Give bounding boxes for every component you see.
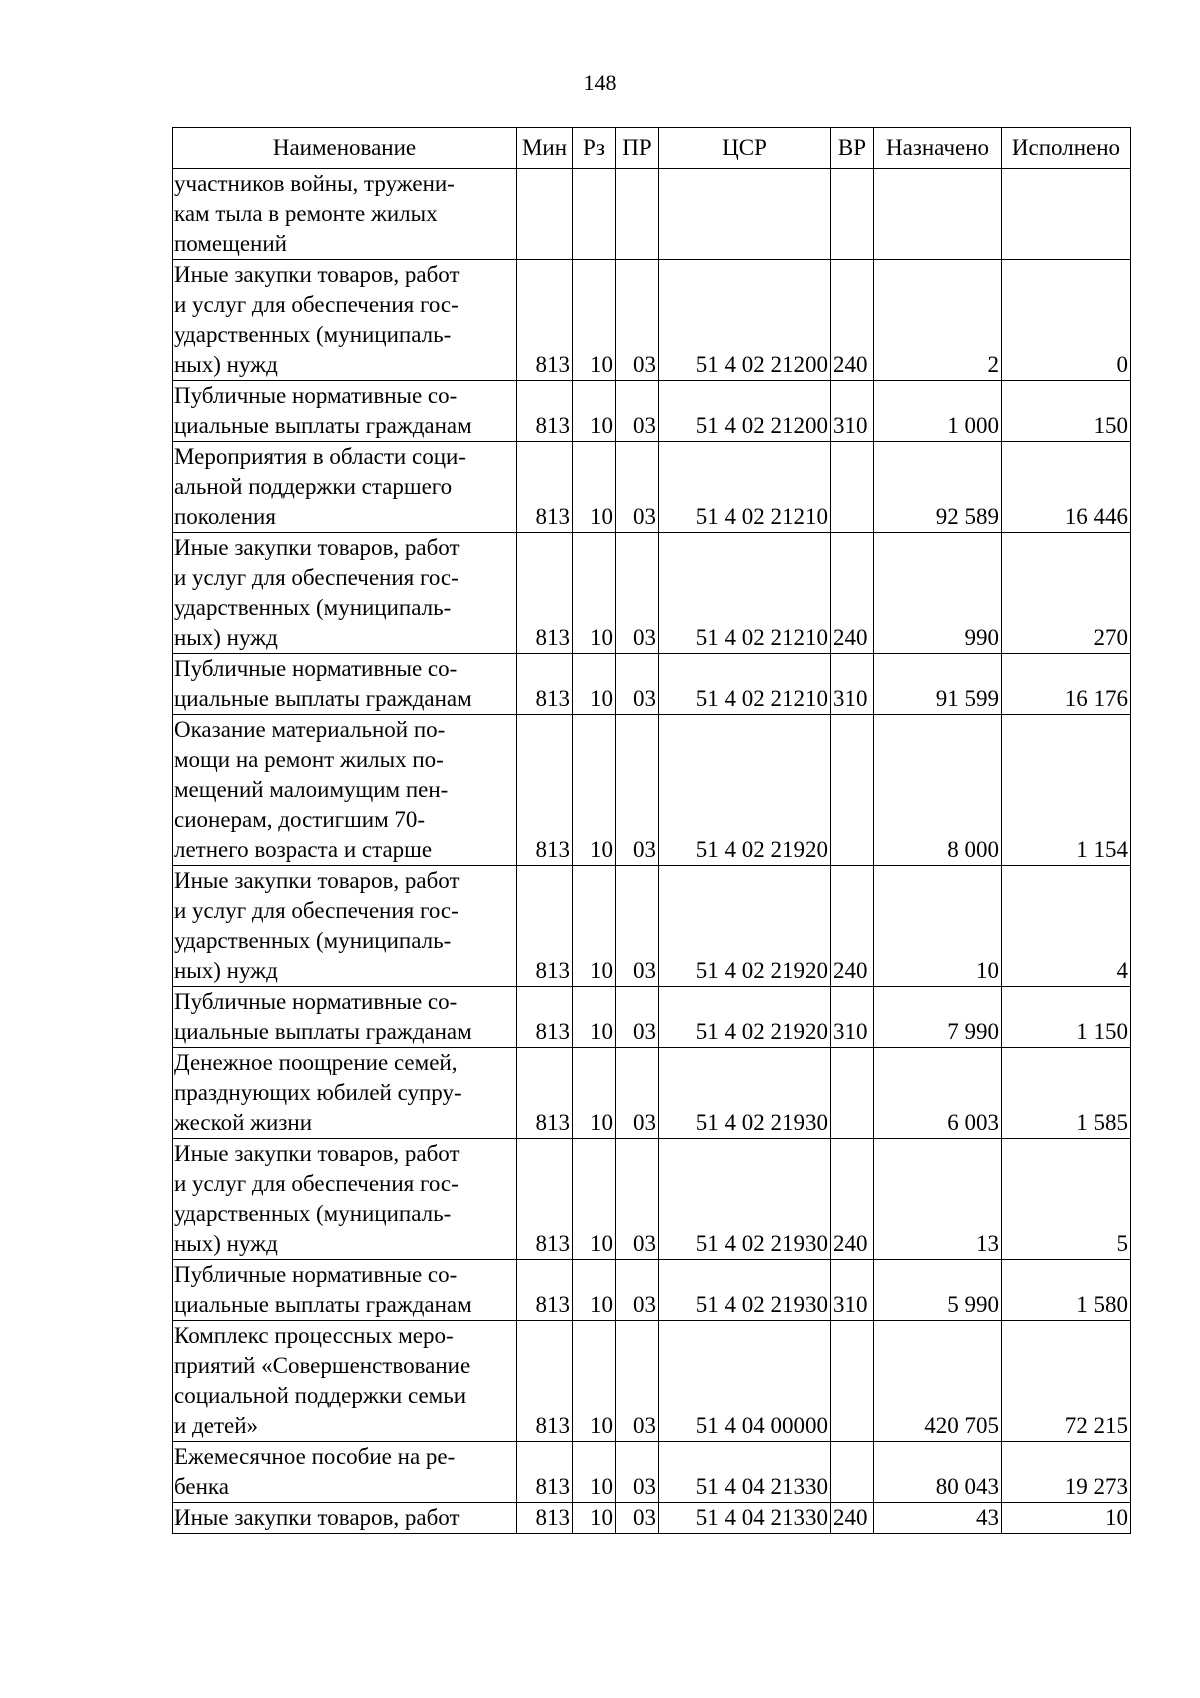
row-name-cell: Иные закупки товаров, работ и услуг для обеспечения гос- ударственных (муниципаль- ных) нужд [173, 866, 517, 987]
row-pr-cell: 03 [616, 260, 659, 381]
row-name-cell: Иные закупки товаров, работ и услуг для обеспечения гос- ударственных (муниципаль- ных) нужд [173, 1139, 517, 1260]
row-vr-cell: 310 [831, 654, 874, 715]
row-assigned-cell: 7 990 [874, 987, 1002, 1048]
row-rz-cell: 10 [573, 987, 616, 1048]
row-rz-cell: 10 [573, 1139, 616, 1260]
row-pr-cell: 03 [616, 1139, 659, 1260]
row-vr-cell: 310 [831, 987, 874, 1048]
row-executed-cell: 1 580 [1002, 1260, 1131, 1321]
row-min-cell: 813 [517, 1260, 573, 1321]
row-assigned-cell: 80 043 [874, 1442, 1002, 1503]
row-csr-cell: 51 4 02 21930 [659, 1139, 831, 1260]
row-csr-cell: 51 4 02 21920 [659, 866, 831, 987]
row-rz-cell: 10 [573, 442, 616, 533]
header-vr: ВР [831, 128, 874, 169]
row-name-cell: Оказание материальной по- мощи на ремонт жилых по- мещений малоимущим пен- сионерам, достигшим 70- летнего возраста и старше [173, 715, 517, 866]
table-row [173, 533, 1131, 654]
row-rz-cell: 10 [573, 654, 616, 715]
row-csr-cell: 51 4 04 00000 [659, 1321, 831, 1442]
row-rz-cell: 10 [573, 381, 616, 442]
row-assigned-cell: 43 [874, 1503, 1002, 1534]
row-pr-cell: 03 [616, 866, 659, 987]
row-rz-cell [573, 169, 616, 260]
row-csr-cell: 51 4 02 21920 [659, 715, 831, 866]
page-number: 148 [583, 70, 617, 95]
row-assigned-cell: 8 000 [874, 715, 1002, 866]
row-pr-cell: 03 [616, 654, 659, 715]
row-executed-cell [1002, 169, 1131, 260]
row-min-cell: 813 [517, 381, 573, 442]
row-rz-cell: 10 [573, 1321, 616, 1442]
row-name-cell: Публичные нормативные со- циальные выплаты гражданам [173, 987, 517, 1048]
row-assigned-cell: 91 599 [874, 654, 1002, 715]
row-min-cell: 813 [517, 1503, 573, 1534]
row-assigned-cell: 10 [874, 866, 1002, 987]
row-vr-cell: 240 [831, 866, 874, 987]
row-name-cell: Публичные нормативные со- циальные выплаты гражданам [173, 381, 517, 442]
row-assigned-cell: 420 705 [874, 1321, 1002, 1442]
row-vr-cell [831, 1321, 874, 1442]
row-executed-cell: 19 273 [1002, 1442, 1131, 1503]
row-csr-cell: 51 4 02 21200 [659, 381, 831, 442]
row-vr-cell: 310 [831, 381, 874, 442]
row-executed-cell: 1 154 [1002, 715, 1131, 866]
row-name-cell: Комплекс процессных меро- приятий «Совершенствование социальной поддержки семьи и детей» [173, 1321, 517, 1442]
row-executed-cell: 270 [1002, 533, 1131, 654]
row-pr-cell: 03 [616, 987, 659, 1048]
row-rz-cell: 10 [573, 533, 616, 654]
row-min-cell: 813 [517, 715, 573, 866]
row-name-cell: Публичные нормативные со- циальные выплаты гражданам [173, 1260, 517, 1321]
table-row [173, 442, 1131, 533]
row-vr-cell [831, 1442, 874, 1503]
table-row [173, 866, 1131, 987]
row-min-cell: 813 [517, 442, 573, 533]
row-rz-cell: 10 [573, 1260, 616, 1321]
row-name-cell: Иные закупки товаров, работ и услуг для обеспечения гос- ударственных (муниципаль- ных) нужд [173, 533, 517, 654]
row-assigned-cell: 92 589 [874, 442, 1002, 533]
row-name-cell: Иные закупки товаров, работ и услуг для обеспечения гос- ударственных (муниципаль- ных) нужд [173, 260, 517, 381]
row-executed-cell: 150 [1002, 381, 1131, 442]
table-body [173, 169, 1131, 1534]
row-rz-cell: 10 [573, 866, 616, 987]
row-executed-cell: 10 [1002, 1503, 1131, 1534]
row-name-cell: Ежемесячное пособие на ре- бенка [173, 1442, 517, 1503]
row-min-cell: 813 [517, 1048, 573, 1139]
row-min-cell [517, 169, 573, 260]
table-row [173, 987, 1131, 1048]
row-csr-cell: 51 4 02 21210 [659, 442, 831, 533]
row-csr-cell: 51 4 04 21330 [659, 1503, 831, 1534]
row-name-cell: Денежное поощрение семей, празднующих юбилей супру- жеской жизни [173, 1048, 517, 1139]
budget-table [172, 127, 1131, 1534]
row-assigned-cell: 6 003 [874, 1048, 1002, 1139]
table-row [173, 381, 1131, 442]
row-min-cell: 813 [517, 987, 573, 1048]
row-name-cell: Иные закупки товаров, работ [173, 1503, 517, 1534]
header-executed: Исполнено [1002, 128, 1131, 169]
row-rz-cell: 10 [573, 1442, 616, 1503]
table-row [173, 1139, 1131, 1260]
row-vr-cell: 240 [831, 1139, 874, 1260]
table-row [173, 654, 1131, 715]
row-executed-cell: 5 [1002, 1139, 1131, 1260]
header-pr: ПР [616, 128, 659, 169]
row-csr-cell: 51 4 02 21920 [659, 987, 831, 1048]
row-min-cell: 813 [517, 533, 573, 654]
row-name-cell: участников войны, тружени- кам тыла в ремонте жилых помещений [173, 169, 517, 260]
row-name-cell: Мероприятия в области соци- альной поддержки старшего поколения [173, 442, 517, 533]
header-min: Мин [517, 128, 573, 169]
row-pr-cell: 03 [616, 715, 659, 866]
row-pr-cell: 03 [616, 1048, 659, 1139]
table-row [173, 1442, 1131, 1503]
row-csr-cell: 51 4 02 21930 [659, 1048, 831, 1139]
table-row [173, 1321, 1131, 1442]
row-assigned-cell: 2 [874, 260, 1002, 381]
row-assigned-cell: 5 990 [874, 1260, 1002, 1321]
table-row [173, 715, 1131, 866]
row-rz-cell: 10 [573, 260, 616, 381]
row-min-cell: 813 [517, 1321, 573, 1442]
row-pr-cell: 03 [616, 381, 659, 442]
table-row [173, 1503, 1131, 1534]
row-rz-cell: 10 [573, 1048, 616, 1139]
row-pr-cell: 03 [616, 442, 659, 533]
table-row [173, 260, 1131, 381]
row-executed-cell: 4 [1002, 866, 1131, 987]
header-assigned: Назначено [874, 128, 1002, 169]
row-vr-cell: 240 [831, 533, 874, 654]
row-min-cell: 813 [517, 866, 573, 987]
row-csr-cell: 51 4 02 21210 [659, 654, 831, 715]
row-executed-cell: 1 585 [1002, 1048, 1131, 1139]
row-rz-cell: 10 [573, 715, 616, 866]
table-row [173, 1048, 1131, 1139]
row-vr-cell [831, 715, 874, 866]
row-vr-cell [831, 1048, 874, 1139]
row-pr-cell: 03 [616, 1260, 659, 1321]
row-csr-cell: 51 4 02 21930 [659, 1260, 831, 1321]
row-assigned-cell [874, 169, 1002, 260]
row-executed-cell: 16 176 [1002, 654, 1131, 715]
row-vr-cell [831, 442, 874, 533]
row-csr-cell: 51 4 02 21200 [659, 260, 831, 381]
table-row [173, 1260, 1131, 1321]
row-vr-cell: 240 [831, 1503, 874, 1534]
row-vr-cell: 310 [831, 1260, 874, 1321]
row-assigned-cell: 13 [874, 1139, 1002, 1260]
row-assigned-cell: 990 [874, 533, 1002, 654]
row-pr-cell [616, 169, 659, 260]
row-assigned-cell: 1 000 [874, 381, 1002, 442]
table-row [173, 169, 1131, 260]
row-pr-cell: 03 [616, 1321, 659, 1442]
header-name: Наименование [173, 128, 517, 169]
row-min-cell: 813 [517, 260, 573, 381]
row-csr-cell [659, 169, 831, 260]
row-executed-cell: 0 [1002, 260, 1131, 381]
row-rz-cell: 10 [573, 1503, 616, 1534]
row-pr-cell: 03 [616, 1442, 659, 1503]
row-vr-cell [831, 169, 874, 260]
row-min-cell: 813 [517, 1139, 573, 1260]
row-executed-cell: 16 446 [1002, 442, 1131, 533]
row-pr-cell: 03 [616, 533, 659, 654]
row-min-cell: 813 [517, 654, 573, 715]
row-csr-cell: 51 4 02 21210 [659, 533, 831, 654]
header-csr: ЦСР [659, 128, 831, 169]
row-min-cell: 813 [517, 1442, 573, 1503]
row-vr-cell: 240 [831, 260, 874, 381]
header-rz: Рз [573, 128, 616, 169]
row-executed-cell: 1 150 [1002, 987, 1131, 1048]
row-name-cell: Публичные нормативные со- циальные выплаты гражданам [173, 654, 517, 715]
table-header-row [173, 128, 1131, 169]
row-executed-cell: 72 215 [1002, 1321, 1131, 1442]
row-pr-cell: 03 [616, 1503, 659, 1534]
row-csr-cell: 51 4 04 21330 [659, 1442, 831, 1503]
